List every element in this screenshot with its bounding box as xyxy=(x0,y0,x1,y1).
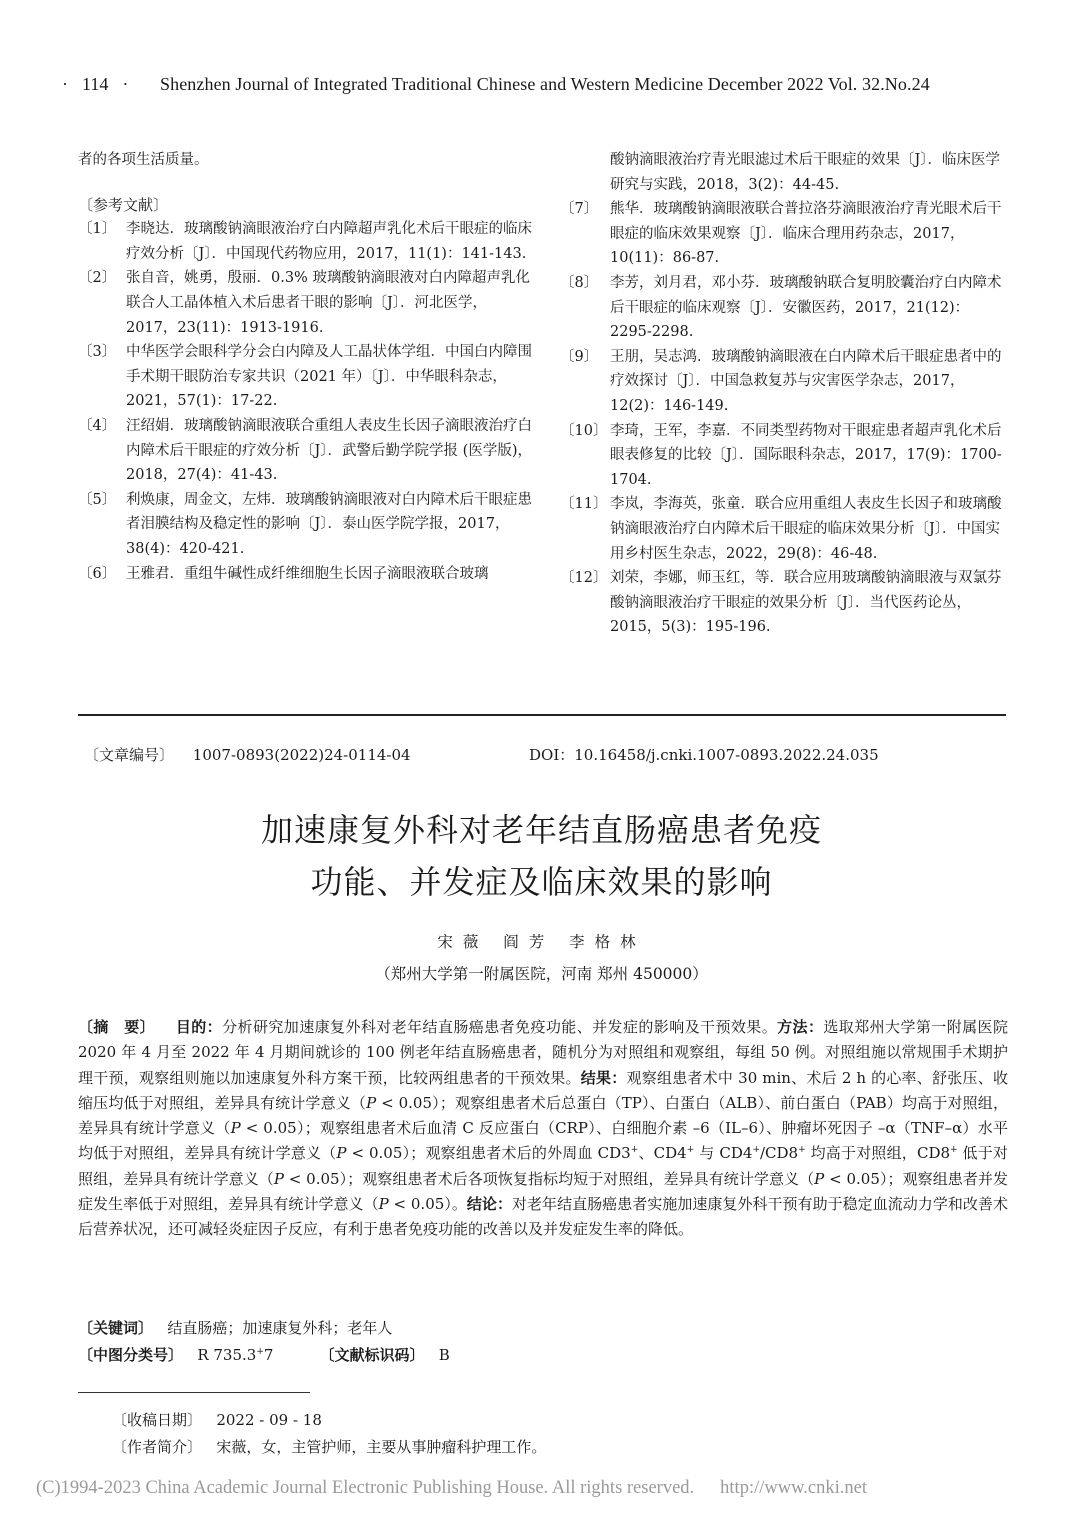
reference-item: 〔7〕 熊华．玻璃酸钠滴眼液联合普拉洛芬滴眼液治疗青光眼术后干眼症的临床效果观察〔J〕．临床合理用药杂志，2017，10(11)：86-87. xyxy=(560,201,1002,267)
page-number: 114 xyxy=(82,74,109,94)
reference-item: 〔12〕 刘荣，李娜，师玉红，等．联合应用玻璃酸钠滴眼液与双氯芬酸钠滴眼液治疗干眼症的效果分析〔J〕．当代医药论丛，2015，5(3)：195-196. xyxy=(560,570,1002,636)
reference-item: 〔1〕 李晓达．玻璃酸钠滴眼液治疗白内障超声乳化术后干眼症的临床疗效分析〔J〕．中国现代药物应用，2017，11(1)：141-143. xyxy=(78,221,532,262)
references-title: 〔参考文献〕 xyxy=(78,195,169,214)
received-date: 〔收稿日期〕 2022 - 09 - 18 xyxy=(112,1411,322,1429)
reference-item: 〔4〕 汪绍娟．玻璃酸钠滴眼液联合重组人表皮生长因子滴眼液治疗白内障术后干眼症的疗效分析〔J〕．武警后勤学院学报 (医学版)，2018，27(4)：41-43. xyxy=(78,417,532,484)
conclusion-label: 结论： xyxy=(466,1195,512,1214)
reference-item: 〔9〕 王朋，吴志鸿．玻璃酸钠滴眼液在白内障术后干眼症患者中的疗效探讨〔J〕．中国急救复苏与灾害医学杂志，2017，12(2)：146-149. xyxy=(560,348,1002,414)
footnote-divider xyxy=(78,1392,310,1393)
abstract-label: 〔摘 要〕 xyxy=(78,1018,156,1036)
right-continuation: 酸钠滴眼液治疗青光眼滤过术后干眼症的效果〔J〕．临床医学研究与实践，2018，3(2)：44-45. xyxy=(610,152,1001,193)
result-label: 结果： xyxy=(580,1068,627,1087)
title-line-1: 加速康复外科对老年结直肠癌患者免疫 xyxy=(260,811,822,849)
section-divider xyxy=(78,714,1006,716)
doc-code: B xyxy=(438,1346,450,1364)
header-bullet-left: · xyxy=(62,74,68,94)
abstract: 〔摘 要〕 目的：分析研究加速康复外科对老年结直肠癌患者免疫功能、并发症的影响及干预效果。方法：选取郑州大学第一附属医院 2020 年 4 月至 2022 年 4 月期间就诊的 100 例老年结直肠癌患者，随机分为对照组和观察组，每组 50 例。对照组施以常规围手术期护理干预，观察组则施以加速康复外科方案干预，比较两组患者的干预效果。结果：观察组患者术中 30 min、术后 2 h 的心率、舒张压、收缩压均低于对照组，差异具有统计学意义（P < 0.05）；观察组患者术后总蛋白（TP）、白蛋白（ALB）、前白蛋白（PAB）均高于对照组，差异具有统计学意义（P < 0.05）；观察组患者术后血清 C 反应蛋白（CRP）、白细胞介素 –6（IL–6）、肿瘤坏死因子 –α（TNF–α）水平均低于对照组，差异具有统计学意义（P < 0.05）；观察组患者术后的外周血 CD3+、CD4+ 与 CD4+/CD8+ 均高于对照组，CD8+ 低于对照组，差异具有统计学意义（P < 0.05）；观察组患者术后各项恢复指标均短于对照组，差异具有统计学意义（P < 0.05）；观察组患者并发症发生率低于对照组，差异具有统计学意义（P < 0.05）。结论：对老年结直肠癌患者实施加速康复外科干预有助于稳定血流动力学和改善术后营养状况，还可减轻炎症因子反应，有利于患者免疫功能的改善以及并发症发生率的降低。 xyxy=(78,1018,1008,1239)
reference-list-right xyxy=(560,197,1010,640)
journal-line: Shenzhen Journal of Integrated Traditional Chinese and Western Medicine December 2022 Vol. 32.No.24 xyxy=(160,74,930,94)
header-bullet-right: · xyxy=(122,74,129,94)
classification: 〔中图分类号〕 R 735.3+7 〔文献标识码〕 B xyxy=(78,1346,450,1364)
clc-label: 〔中图分类号〕 xyxy=(78,1346,184,1364)
author-bio: 〔作者简介〕 宋薇，女，主管护师，主要从事肿瘤科护理工作。 xyxy=(112,1438,547,1456)
keywords-label: 〔关键词〕 xyxy=(78,1319,154,1337)
reference-list-left xyxy=(78,217,538,586)
reference-item: 〔10〕 李琦，王军，李嘉．不同类型药物对干眼症患者超声乳化术后眼表修复的比较〔J〕．国际眼科杂志，2017，17(9)：1700-1704. xyxy=(560,422,1002,488)
clc-code: R 735.3 xyxy=(197,1346,257,1364)
reference-item: 〔5〕 利焕康，周金文，左炜．玻璃酸钠滴眼液对白内障术后干眼症患者泪膜结构及稳定性的影响〔J〕．泰山医学院学报，2017，38(4)：420-421. xyxy=(78,491,532,557)
authors: 宋薇 阎芳 李格林 xyxy=(437,933,646,951)
received-label: 〔收稿日期〕 xyxy=(112,1411,203,1429)
doc-code-label: 〔文献标识码〕 xyxy=(319,1346,425,1364)
objective-label: 目的： xyxy=(175,1018,223,1036)
left-column xyxy=(78,148,538,586)
article-number: 1007-0893(2022)24-0114-04 xyxy=(192,746,411,764)
left-continuation: 者的各项生活质量。 xyxy=(78,152,209,168)
article-info xyxy=(84,744,984,765)
doi: DOI：10.16458/j.cnki.1007-0893.2022.24.035 xyxy=(529,746,879,764)
reference-item: 〔3〕 中华医学会眼科学分会白内障及人工晶状体学组．中国白内障围手术期干眼防治专家共识（2021 年）〔J〕．中华眼科杂志，2021，57(1)：17-22. xyxy=(78,344,532,410)
affiliation: （郑州大学第一附属医院，河南 郑州 450000） xyxy=(375,965,708,983)
method-label: 方法： xyxy=(777,1018,824,1036)
running-header xyxy=(62,74,1012,102)
copyright-line: (C)1994-2023 China Academic Journal Electronic Publishing House. All rights reserved. http://www.cnki.net xyxy=(36,1478,867,1498)
article-title xyxy=(0,804,1083,908)
reference-item: 〔6〕 王雅君．重组牛碱性成纤维细胞生长因子滴眼液联合玻璃 xyxy=(78,565,489,582)
keywords-text: 结直肠癌；加速康复外科；老年人 xyxy=(167,1319,393,1337)
keywords xyxy=(78,1317,1008,1338)
article-number-label: 〔文章编号〕 xyxy=(84,746,175,764)
cnki-link[interactable]: http://www.cnki.net xyxy=(720,1478,867,1498)
author-bio-label: 〔作者简介〕 xyxy=(112,1438,203,1456)
title-line-2: 功能、并发症及临床效果的影响 xyxy=(310,863,773,901)
right-column xyxy=(560,148,1010,640)
reference-item: 〔8〕 李芳，刘月君，邓小芬．玻璃酸钠联合复明胶囊治疗白内障术后干眼症的临床观察〔J〕．安徽医药，2017，21(12)：2295-2298. xyxy=(560,274,1002,341)
reference-item: 〔11〕 李岚，李海英，张童．联合应用重组人表皮生长因子和玻璃酸钠滴眼液治疗白内障术后干眼症的临床效果分析〔J〕．中国实用乡村医生杂志，2022，29(8)：46-48. xyxy=(560,496,1002,562)
reference-item: 〔2〕 张自音，姚勇，殷丽．0.3% 玻璃酸钠滴眼液对白内障超声乳化联合人工晶体植入术后患者干眼的影响〔J〕．河北医学，2017，23(11)：1913-1916. xyxy=(78,270,530,336)
